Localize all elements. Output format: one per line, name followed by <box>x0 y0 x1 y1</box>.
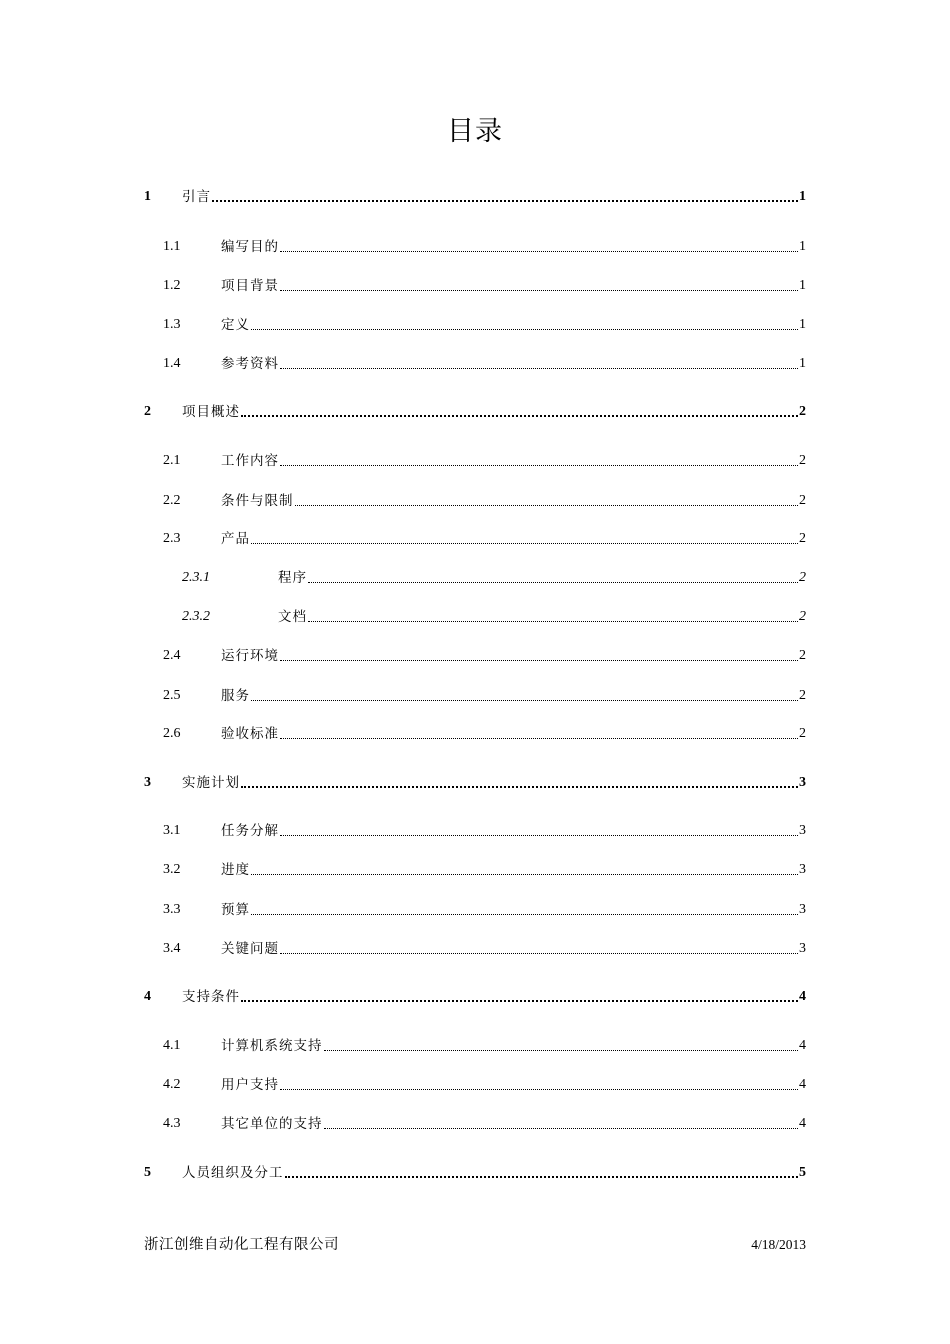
toc-entry-page: 4 <box>799 1038 806 1053</box>
toc-entry-number: 5 <box>144 1165 151 1180</box>
toc-entry-label: 其它单位的支持 <box>221 1116 323 1132</box>
toc-entry-number: 2.3 <box>163 531 181 546</box>
toc-entry-label: 关键问题 <box>221 941 279 957</box>
toc-dot-leader <box>324 1128 798 1129</box>
toc-entry-label: 进度 <box>221 862 250 878</box>
toc-dot-leader <box>280 368 798 369</box>
toc-entry-label: 定义 <box>221 317 250 333</box>
toc-entry[interactable] <box>0 1074 950 1096</box>
toc-entry-number: 1.1 <box>163 239 181 254</box>
toc-entry-page: 2 <box>799 648 806 663</box>
toc-entry-page: 2 <box>799 726 806 741</box>
toc-dot-leader <box>324 1050 798 1051</box>
toc-entry-label: 支持条件 <box>182 989 240 1005</box>
toc-dot-leader <box>280 835 798 836</box>
toc-entry[interactable] <box>0 723 950 745</box>
toc-entry-page: 3 <box>799 902 806 917</box>
toc-dot-leader <box>251 874 798 875</box>
toc-entry[interactable] <box>0 1035 950 1057</box>
toc-entry-number: 1.3 <box>163 317 181 332</box>
toc-entry[interactable] <box>0 1113 950 1135</box>
toc-dot-leader <box>280 251 798 252</box>
toc-entry-label: 实施计划 <box>182 775 240 791</box>
toc-dot-leader <box>280 465 798 466</box>
toc-entry-page: 2 <box>799 570 806 585</box>
toc-entry-page: 2 <box>799 531 806 546</box>
toc-entry[interactable] <box>0 450 950 472</box>
toc-entry-number: 2.5 <box>163 688 181 703</box>
toc-entry-page: 4 <box>799 1116 806 1131</box>
toc-entry[interactable] <box>0 772 950 794</box>
toc-entry[interactable] <box>0 606 950 628</box>
toc-entry[interactable] <box>0 859 950 881</box>
toc-dot-leader <box>308 582 798 583</box>
toc-entry[interactable] <box>0 528 950 550</box>
toc-entry-label: 产品 <box>221 531 250 547</box>
toc-entry-number: 2.3.1 <box>182 570 210 585</box>
toc-entry-label: 验收标准 <box>221 726 279 742</box>
toc-dot-leader <box>241 415 798 417</box>
toc-entry-number: 4 <box>144 989 151 1004</box>
toc-entry-label: 程序 <box>278 570 307 586</box>
toc-entry-page: 3 <box>799 941 806 956</box>
toc-entry-number: 2.6 <box>163 726 181 741</box>
toc-dot-leader <box>280 1089 798 1090</box>
toc-entry-label: 用户支持 <box>221 1077 279 1093</box>
toc-entry-label: 引言 <box>182 189 211 205</box>
footer-date: 4/18/2013 <box>751 1237 806 1252</box>
toc-dot-leader <box>280 660 798 661</box>
toc-entry[interactable] <box>0 186 950 208</box>
toc-dot-leader <box>251 543 798 544</box>
toc-entry-page: 4 <box>799 989 806 1004</box>
toc-dot-leader <box>241 1000 798 1002</box>
toc-entry-page: 5 <box>799 1165 806 1180</box>
toc-entry-page: 4 <box>799 1077 806 1092</box>
toc-entry-number: 1.2 <box>163 278 181 293</box>
toc-dot-leader <box>251 329 798 330</box>
toc-entry-label: 任务分解 <box>221 823 279 839</box>
toc-entry-label: 工作内容 <box>221 453 279 469</box>
toc-entry-page: 3 <box>799 775 806 790</box>
toc-entry-label: 运行环境 <box>221 648 279 664</box>
toc-entry-label: 预算 <box>221 902 250 918</box>
toc-entry[interactable] <box>0 986 950 1008</box>
toc-entry-label: 参考资料 <box>221 356 279 372</box>
toc-entry-number: 3.1 <box>163 823 181 838</box>
toc-entry-number: 4.1 <box>163 1038 181 1053</box>
toc-entry[interactable] <box>0 275 950 297</box>
toc-dot-leader <box>280 953 798 954</box>
toc-entry-label: 项目背景 <box>221 278 279 294</box>
toc-entry[interactable] <box>0 490 950 512</box>
toc-entry-page: 1 <box>799 317 806 332</box>
toc-entry[interactable] <box>0 567 950 589</box>
toc-entry-number: 3.2 <box>163 862 181 877</box>
toc-entry-label: 编写目的 <box>221 239 279 255</box>
toc-dot-leader <box>295 505 798 506</box>
toc-entry-page: 1 <box>799 239 806 254</box>
page-title: 目录 <box>447 116 503 147</box>
toc-dot-leader <box>308 621 798 622</box>
toc-entry-label: 人员组织及分工 <box>182 1165 284 1181</box>
toc-dot-leader <box>251 914 798 915</box>
toc-entry-number: 3.4 <box>163 941 181 956</box>
toc-entry-page: 1 <box>799 356 806 371</box>
toc-entry-number: 2.2 <box>163 493 181 508</box>
toc-entry-page: 1 <box>799 189 806 204</box>
toc-dot-leader <box>280 290 798 291</box>
toc-entry[interactable] <box>0 1162 950 1184</box>
toc-entry-page: 2 <box>799 453 806 468</box>
toc-entry-number: 2.4 <box>163 648 181 663</box>
toc-dot-leader <box>280 738 798 739</box>
toc-entry-label: 项目概述 <box>182 404 240 420</box>
toc-entry-label: 服务 <box>221 688 250 704</box>
toc-entry-page: 3 <box>799 862 806 877</box>
toc-entry-label: 计算机系统支持 <box>221 1038 323 1054</box>
toc-entry-label: 文档 <box>278 609 307 625</box>
toc-entry-number: 2 <box>144 404 151 419</box>
toc-entry[interactable] <box>0 899 950 921</box>
toc-dot-leader <box>241 786 798 788</box>
toc-dot-leader <box>251 700 798 701</box>
toc-dot-leader <box>285 1176 798 1178</box>
toc-entry-label: 条件与限制 <box>221 493 294 509</box>
toc-entry[interactable] <box>0 236 950 258</box>
toc-entry-number: 4.2 <box>163 1077 181 1092</box>
footer-company: 浙江创维自动化工程有限公司 <box>144 1237 339 1253</box>
toc-entry-number: 3 <box>144 775 151 790</box>
toc-entry[interactable] <box>0 401 950 423</box>
toc-entry-page: 2 <box>799 493 806 508</box>
toc-entry-page: 3 <box>799 823 806 838</box>
toc-entry-number: 1 <box>144 189 151 204</box>
toc-entry-page: 2 <box>799 688 806 703</box>
toc-entry-page: 2 <box>799 404 806 419</box>
toc-entry-number: 2.1 <box>163 453 181 468</box>
toc-entry[interactable] <box>0 685 950 707</box>
toc-entry[interactable] <box>0 353 950 375</box>
toc-entry-number: 2.3.2 <box>182 609 210 624</box>
toc-entry[interactable] <box>0 645 950 667</box>
toc-dot-leader <box>212 200 798 202</box>
toc-entry-page: 1 <box>799 278 806 293</box>
toc-entry-number: 3.3 <box>163 902 181 917</box>
toc-entry-number: 4.3 <box>163 1116 181 1131</box>
toc-entry[interactable] <box>0 820 950 842</box>
toc-entry-page: 2 <box>799 609 806 624</box>
toc-entry-number: 1.4 <box>163 356 181 371</box>
toc-entry[interactable] <box>0 314 950 336</box>
toc-entry[interactable] <box>0 938 950 960</box>
